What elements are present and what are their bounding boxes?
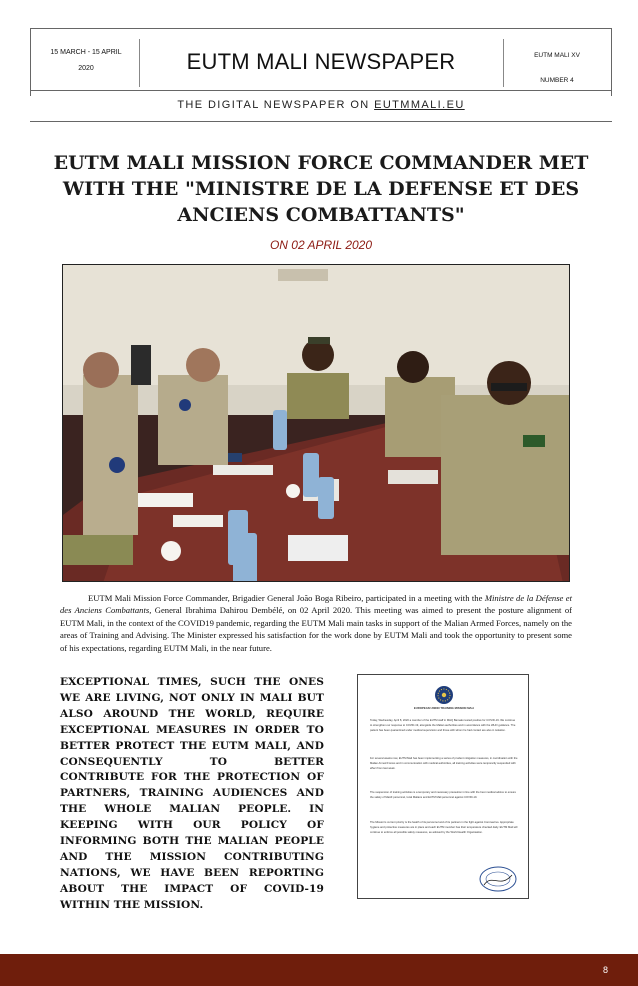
press-release-paragraph: For several weeks now, EUTM Mali has been implementing a series of prudent mitigation measures, in coordination with the Malian Armed Forces and in communication with medical authorities, all training activities were temporarily suspended with effect from last week.: [370, 757, 518, 770]
issue-year: 2020: [78, 65, 94, 72]
press-release-paragraph: The Mission's current priority is the health of its personnel and of its partners in the fight against Coronavirus. Appropriate hygiene and protective measures are in place and each EUTM member has their temperature checked daily. EUTM Mali will continue to enforce all possible safety measures, as advised by the World Health Organisation.: [370, 821, 518, 834]
issue-date-range: 15 MARCH - 15 APRIL: [50, 49, 122, 56]
issue-edition: EUTM MALI XV: [534, 52, 580, 59]
tagline: [30, 99, 612, 111]
issue-date-block: [45, 45, 127, 77]
eutm-mali-logo-icon: [434, 685, 454, 705]
caption-text-end: General Ibrahima Dahirou Dembélé, on 02 April 2020. This meeting was aimed to present the posture alignment of EUTM Mali, in the context of the COVID19 pandemic, regarding the EUTM Mali main tasks in support of the Malian Armed Forces, namely on the areas of Training and Advising. The Minister expressed his satisfaction for the work done by EUTM Mali and took the opportunity to present some of his expectations, regarding EUTM Mali, in the near future.: [60, 605, 572, 653]
masthead-rule: [30, 90, 612, 91]
press-release-paragraph: The suspension of training activities is a temporary and necessary precaution in line with the best medical advice to ensure the safety of MaAF personnel, local Malians and EUTM Mali personnel against COVID-19.: [370, 791, 516, 799]
caption-ministry-title: Ministre de la Défense et des Anciens Combattants,: [60, 593, 572, 616]
meeting-photo: [62, 264, 570, 582]
masthead-divider-right: [503, 39, 504, 87]
caption-text-start: EUTM Mali Mission Force Commander, Brigadier General João Boga Ribeiro, participated in a meeting with the: [88, 593, 483, 603]
website-link[interactable]: EUTMMALI.EU: [374, 99, 465, 111]
lead-paragraph: EXCEPTIONAL TIMES, SUCH THE ONES WE ARE LIVING, NOT ONLY IN MALI BUT ALSO AROUND THE WORLD, REQUIRE EXCEPTIONAL MEASURES IN ORDER TO BETTER PROTECT THE EUTM MALI, AND CONSEQUENTLY TO BETTER CONTRIBUTE FOR THE PROTECTION OF PARTNERS, TRAINING AUDIENCES AND THE WHOLE MALIAN PEOPLE. IN KEEPING WITH OUR POLICY OF INFORMING BOTH THE MALIAN PEOPLE AND THE MISSION CONTRIBUTING NATIONS, WE HAVE BEEN REPORTING ABOUT THE IMPACT OF COVID-19 WITHIN THE MISSION.: [60, 676, 324, 911]
issue-number: NUMBER 4: [540, 77, 574, 84]
tagline-text: THE DIGITAL NEWSPAPER ON: [177, 99, 370, 111]
masthead: [30, 28, 612, 90]
press-release-heading: EUROPEAN UNION TRAINING MISSION MALI: [413, 706, 475, 710]
page-number: 8: [602, 965, 608, 975]
press-release-paragraph: Today, Wednesday, April 8, 2020 a member of the EUTM staff in MHQ Bamako tested positive for COVID-19. We continue to strengthen our response to COVID-19, alongside the Malian authorities and in accordance with the WHO guidance. The patient has been quarantined under medical supervision and those with whom he had contact are also in isolation.: [370, 719, 516, 732]
press-release-image: [357, 674, 529, 899]
rule-tick-left: [30, 90, 31, 96]
issue-number-block: [517, 43, 597, 93]
rule-tick-right: [611, 90, 612, 96]
photo-caption: [60, 592, 572, 654]
newspaper-title: EUTM MALI NEWSPAPER: [186, 49, 456, 74]
meeting-photo-illustration: [63, 265, 570, 582]
article-date-subheading: ON 02 APRIL 2020: [269, 238, 373, 252]
official-stamp-icon: [478, 865, 518, 893]
masthead-divider-left: [139, 39, 140, 87]
tagline-rule: [30, 121, 612, 122]
article-headline: EUTM MALI MISSION FORCE COMMANDER MET WITH THE "MINISTRE DE LA DEFENSE ET DES ANCIENS COMBATTANTS": [53, 152, 589, 226]
footer-bar: [0, 954, 638, 986]
